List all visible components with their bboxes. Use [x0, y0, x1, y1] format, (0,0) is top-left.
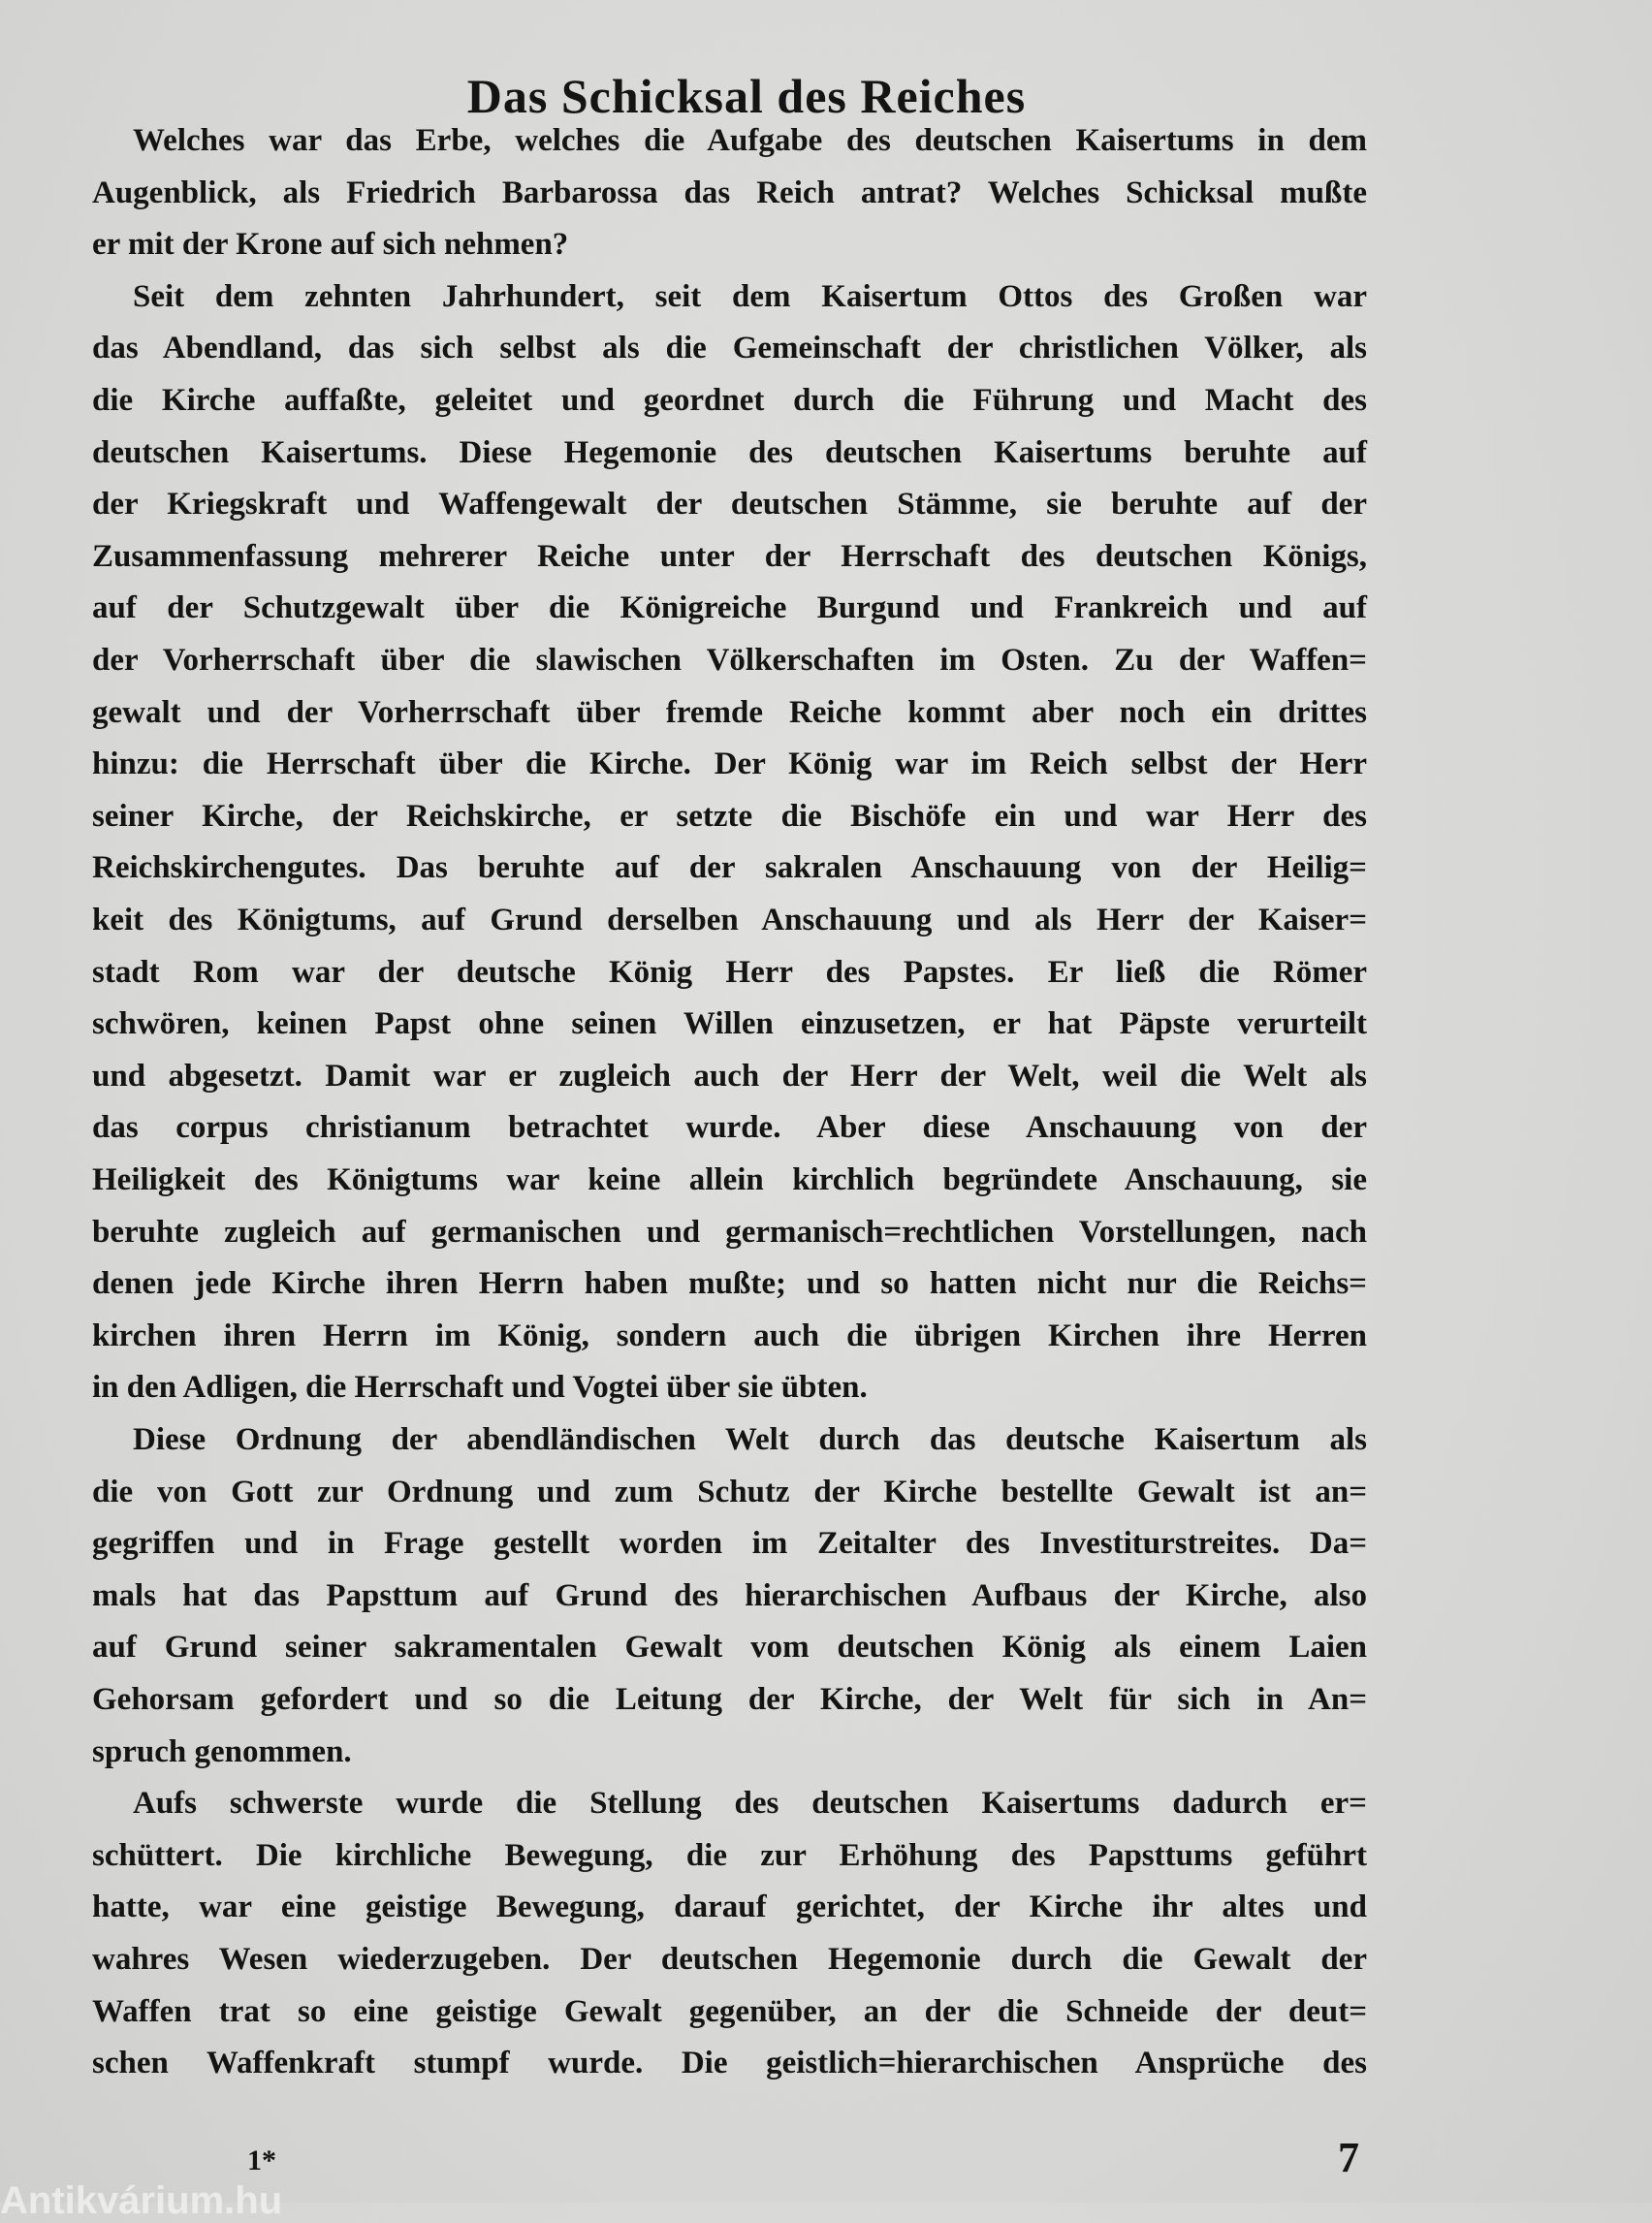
text-line: wahres Wesen wiederzugeben. Der deutschen Hegemonie durch die Gewalt der — [92, 1942, 1367, 1977]
text-line: auf Grund seiner sakramentalen Gewalt vom deutschen König als einem Laien — [92, 1630, 1367, 1666]
watermark: Antikvárium.hu — [0, 2179, 283, 2222]
text-line: seiner Kirche, der Reichskirche, er setzte die Bischöfe ein und war Herr des — [92, 798, 1367, 834]
text-line: der Kriegskraft und Waffengewalt der deutschen Stämme, sie beruhte auf der — [92, 487, 1367, 523]
text-line: deutschen Kaisertums. Diese Hegemonie des deutschen Kaisertums beruhte auf — [92, 434, 1367, 470]
text-line: denen jede Kirche ihren Herrn haben mußte; und so hatten nicht nur die Reichs= — [92, 1266, 1367, 1302]
text-line: gewalt und der Vorherrschaft über fremde Reiche kommt aber noch ein drittes — [92, 694, 1367, 730]
text-line: das Abendland, das sich selbst als die Gemeinschaft der christlichen Völker, als — [92, 331, 1367, 366]
text-line: der Vorherrschaft über die slawischen Völkerschaften im Osten. Zu der Waffen= — [92, 643, 1367, 678]
text-line: stadt Rom war der deutsche König Herr des Papstes. Er ließ die Römer — [92, 954, 1367, 990]
text-line: Welches war das Erbe, welches die Aufgabe des deutschen Kaisertums in dem — [133, 123, 1367, 158]
page-number: 7 — [1338, 2134, 1359, 2181]
text-line: schwören, keinen Papst ohne seinen Willen einzusetzen, er hat Päpste verurteilt — [92, 1006, 1367, 1042]
text-line: Waffen trat so eine geistige Gewalt gegenüber, an der die Schneide der deut= — [92, 1993, 1367, 2029]
text-line: er mit der Krone auf sich nehmen? — [92, 227, 569, 263]
text-line: Heiligkeit des Königtums war keine allein kirchlich begründete Anschauung, sie — [92, 1162, 1367, 1197]
text-line: Aufs schwerste wurde die Stellung des deutschen Kaisertums dadurch er= — [133, 1786, 1367, 1822]
text-line: kirchen ihren Herrn im König, sondern auch die übrigen Kirchen ihre Herren — [92, 1318, 1367, 1353]
text-line: Diese Ordnung der abendländischen Welt durch das deutsche Kaisertum als — [133, 1422, 1367, 1457]
text-line: schen Waffenkraft stumpf wurde. Die geistlich=hierarchischen Ansprüche des — [92, 2046, 1367, 2081]
text-line: und abgesetzt. Damit war er zugleich auch der Herr der Welt, weil die Welt als — [92, 1058, 1367, 1094]
text-line: in den Adligen, die Herrschaft und Vogtei über sie übten. — [92, 1370, 868, 1406]
chapter-title: Das Schicksal des Reiches — [466, 68, 1027, 123]
text-line: Seit dem zehnten Jahrhundert, seit dem Kaisertum Ottos des Großen war — [133, 278, 1367, 314]
text-line: die von Gott zur Ordnung und zum Schutz der Kirche bestellte Gewalt ist an= — [92, 1474, 1367, 1509]
text-line: Reichskirchengutes. Das beruhte auf der sakralen Anschauung von der Heilig= — [92, 850, 1367, 886]
text-line: spruch genommen. — [92, 1733, 352, 1769]
text-line: hatte, war eine geistige Bewegung, darauf gerichtet, der Kirche ihr altes und — [92, 1890, 1367, 1925]
text-line: hinzu: die Herrschaft über die Kirche. Der König war im Reich selbst der Herr — [92, 746, 1367, 782]
text-line: Gehorsam gefordert und so die Leitung der Kirche, der Welt für sich in An= — [92, 1682, 1367, 1717]
text-line: schüttert. Die kirchliche Bewegung, die zur Erhöhung des Papsttums geführt — [92, 1837, 1367, 1873]
text-line: das corpus christianum betrachtet wurde. Aber diese Anschauung von der — [92, 1110, 1367, 1146]
text-line: die Kirche auffaßte, geleitet und geordnet durch die Führung und Macht des — [92, 383, 1367, 418]
text-line: beruhte zugleich auf germanischen und germanisch=rechtlichen Vorstellungen, nach — [92, 1214, 1367, 1250]
text-line: mals hat das Papsttum auf Grund des hierarchischen Aufbaus der Kirche, also — [92, 1577, 1367, 1613]
text-line: gegriffen und in Frage gestellt worden im Zeitalter des Investiturstreites. Da= — [92, 1526, 1367, 1562]
text-line: Augenblick, als Friedrich Barbarossa das Reich antrat? Welches Schicksal mußte — [92, 175, 1367, 210]
text-line: keit des Königtums, auf Grund derselben Anschauung und als Herr der Kaiser= — [92, 903, 1367, 937]
text-line: auf der Schutzgewalt über die Königreiche Burgund und Frankreich und auf — [92, 590, 1367, 626]
text-line: Zusammenfassung mehrerer Reiche unter der Herrschaft des deutschen Königs, — [92, 538, 1367, 574]
signature-mark: 1* — [247, 2144, 276, 2176]
